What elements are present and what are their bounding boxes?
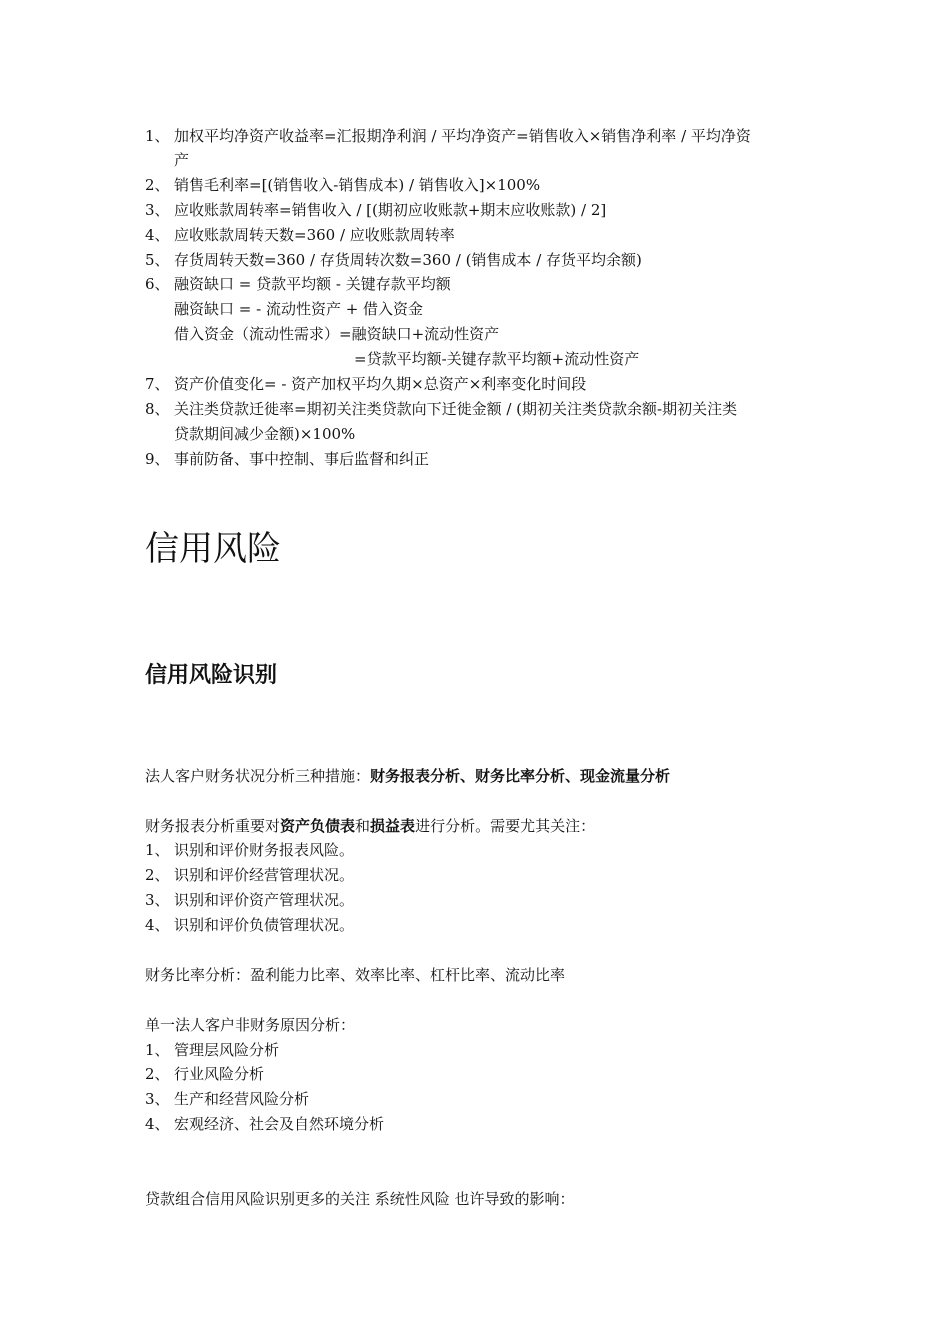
subsection-heading: 信用风险识别 <box>145 663 278 688</box>
formula-item-6-line-2: 融资缺口 = - 流动性资产 + 借入资金 <box>174 300 424 318</box>
paragraph-analysis-methods: 法人客户财务状况分析三种措施：财务报表分析、财务比率分析、现金流量分析 <box>145 767 671 785</box>
formula-item-6-line-3: 借入资金（流动性需求）=融资缺口+流动性资产 <box>174 325 500 343</box>
paragraph-ratio-analysis: 财务比率分析：盈利能力比率、效率比率、杠杆比率、流动比率 <box>145 966 566 984</box>
formula-item-3: 3、 应收账款周转率=销售收入 / [(期初应收账款+期末应收账款) / 2] <box>145 201 607 219</box>
formula-item-9: 9、 事前防备、事中控制、事后监督和纠正 <box>145 450 430 468</box>
list-item: 3、 生产和经营风险分析 <box>145 1090 310 1108</box>
formula-item-1-continued: 产 <box>174 151 190 169</box>
paragraph-statement-analysis: 财务报表分析重要对资产负债表和损益表进行分析。需要尤其关注： <box>145 817 596 835</box>
formula-item-6: 6、 融资缺口 = 贷款平均额 - 关键存款平均额 <box>145 275 451 293</box>
section-heading: 信用风险 <box>145 529 281 569</box>
list-item: 1、 管理层风险分析 <box>145 1041 280 1059</box>
formula-item-8: 8、 关注类贷款迁徙率=期初关注类贷款向下迁徙金额 / (期初关注类贷款余额-期初关注类 <box>145 400 738 418</box>
formula-item-6-line-4: =贷款平均额-关键存款平均额+流动性资产 <box>354 350 640 368</box>
list-item: 1、 识别和评价财务报表风险。 <box>145 841 355 859</box>
formula-item-5: 5、 存货周转天数=360 / 存货周转次数=360 / (销售成本 / 存货平均余额) <box>145 251 642 269</box>
list-item: 4、 宏观经济、社会及自然环境分析 <box>145 1115 385 1133</box>
paragraph-non-financial: 单一法人客户非财务原因分析： <box>145 1016 356 1034</box>
list-item: 4、 识别和评价负债管理状况。 <box>145 916 355 934</box>
formula-item-4: 4、 应收账款周转天数=360 / 应收账款周转率 <box>145 226 455 244</box>
formula-item-2: 2、 销售毛利率=[(销售收入-销售成本) / 销售收入]×100% <box>145 176 541 194</box>
list-item: 2、 识别和评价经营管理状况。 <box>145 866 355 884</box>
paragraph-portfolio-risk: 贷款组合信用风险识别更多的关注 系统性风险 也许导致的影响： <box>145 1190 575 1208</box>
formula-item-7: 7、 资产价值变化= - 资产加权平均久期×总资产×利率变化时间段 <box>145 375 587 393</box>
list-item: 2、 行业风险分析 <box>145 1065 265 1083</box>
formula-item-1: 1、 加权平均净资产收益率=汇报期净利润 / 平均净资产=销售收入×销售净利率 / 平均净资 <box>145 127 751 145</box>
list-item: 3、 识别和评价资产管理状况。 <box>145 891 355 909</box>
formula-item-8-continued: 贷款期间减少金额)×100% <box>174 425 356 443</box>
